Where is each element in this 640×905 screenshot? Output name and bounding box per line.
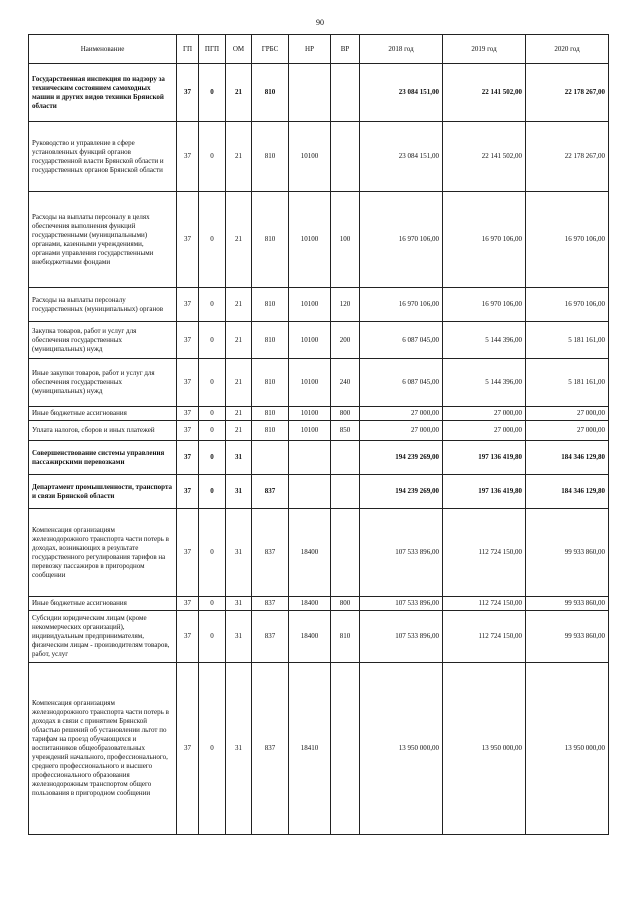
cell-om: 31 bbox=[226, 663, 252, 835]
cell-2018: 107 533 896,00 bbox=[360, 597, 443, 611]
cell-om: 21 bbox=[226, 359, 252, 407]
cell-2020: 99 933 860,00 bbox=[526, 509, 609, 597]
cell-2018: 107 533 896,00 bbox=[360, 611, 443, 663]
cell-2019: 22 141 502,00 bbox=[443, 64, 526, 122]
cell-gp: 37 bbox=[177, 611, 199, 663]
cell-pgp: 0 bbox=[199, 509, 226, 597]
cell-2018: 23 084 151,00 bbox=[360, 64, 443, 122]
cell-gp: 37 bbox=[177, 359, 199, 407]
cell-2020: 22 178 267,00 bbox=[526, 122, 609, 192]
cell-gp: 37 bbox=[177, 509, 199, 597]
col-header-grbs: ГРБС bbox=[252, 35, 289, 64]
cell-vr bbox=[331, 475, 360, 509]
cell-2018: 27 000,00 bbox=[360, 421, 443, 441]
cell-name: Компенсация организациям железнодорожного транспорта части потерь в доходах, возникающих в результате государственного регулирования тарифов на перевозку пассажиров в пригородном сообщении bbox=[29, 509, 177, 597]
table-row bbox=[29, 407, 609, 421]
cell-om: 21 bbox=[226, 192, 252, 288]
cell-nr: 10100 bbox=[289, 288, 331, 322]
budget-table bbox=[28, 34, 609, 835]
cell-vr bbox=[331, 663, 360, 835]
cell-om: 31 bbox=[226, 611, 252, 663]
cell-grbs: 837 bbox=[252, 663, 289, 835]
table-row bbox=[29, 509, 609, 597]
cell-om: 31 bbox=[226, 509, 252, 597]
table-row bbox=[29, 611, 609, 663]
cell-name: Закупка товаров, работ и услуг для обеспечения государственных (муниципальных) нужд bbox=[29, 322, 177, 359]
cell-name: Компенсация организациям железнодорожного транспорта части потерь в доходах в связи с принятием Брянской областью решений об установлении льгот по тарифам на проезд обучающихся и воспитанников общеобразовательных учреждений начального, профессионального, среднего профессионального и высшего профессионального образования железнодорожным транспортом общего пользования в пригородном сообщении bbox=[29, 663, 177, 835]
cell-2018: 16 970 106,00 bbox=[360, 192, 443, 288]
cell-2018: 27 000,00 bbox=[360, 407, 443, 421]
table-row bbox=[29, 122, 609, 192]
cell-2019: 5 144 396,00 bbox=[443, 359, 526, 407]
cell-name: Субсидии юридическим лицам (кроме некоммерческих организаций), индивидуальным предпринимателям, физическим лицам - производителям товаров, работ, услуг bbox=[29, 611, 177, 663]
cell-pgp: 0 bbox=[199, 359, 226, 407]
cell-2019: 13 950 000,00 bbox=[443, 663, 526, 835]
col-header-vr: ВР bbox=[331, 35, 360, 64]
table-row bbox=[29, 288, 609, 322]
cell-om: 31 bbox=[226, 597, 252, 611]
cell-grbs: 810 bbox=[252, 122, 289, 192]
cell-nr bbox=[289, 64, 331, 122]
cell-nr: 10100 bbox=[289, 421, 331, 441]
cell-2020: 184 346 129,80 bbox=[526, 475, 609, 509]
table-row bbox=[29, 421, 609, 441]
cell-om: 31 bbox=[226, 475, 252, 509]
cell-vr: 240 bbox=[331, 359, 360, 407]
cell-2020: 27 000,00 bbox=[526, 407, 609, 421]
cell-pgp: 0 bbox=[199, 407, 226, 421]
table-row bbox=[29, 663, 609, 835]
cell-nr: 10100 bbox=[289, 192, 331, 288]
cell-name: Расходы на выплаты персоналу в целях обеспечения выполнения функций государственными (муниципальными) органами, казенными учреждениями, органами управления государственными внебюджетными фондами bbox=[29, 192, 177, 288]
cell-gp: 37 bbox=[177, 475, 199, 509]
page-number: 90 bbox=[316, 18, 324, 27]
header-row bbox=[29, 35, 609, 64]
cell-2019: 112 724 150,00 bbox=[443, 611, 526, 663]
cell-pgp: 0 bbox=[199, 611, 226, 663]
cell-gp: 37 bbox=[177, 407, 199, 421]
cell-2019: 27 000,00 bbox=[443, 407, 526, 421]
cell-2020: 99 933 860,00 bbox=[526, 597, 609, 611]
cell-2018: 23 084 151,00 bbox=[360, 122, 443, 192]
cell-nr: 18400 bbox=[289, 611, 331, 663]
cell-pgp: 0 bbox=[199, 122, 226, 192]
cell-grbs: 837 bbox=[252, 509, 289, 597]
cell-2019: 5 144 396,00 bbox=[443, 322, 526, 359]
cell-vr: 810 bbox=[331, 611, 360, 663]
cell-2018: 194 239 269,00 bbox=[360, 441, 443, 475]
table-row bbox=[29, 64, 609, 122]
cell-2019: 197 136 419,80 bbox=[443, 441, 526, 475]
cell-pgp: 0 bbox=[199, 288, 226, 322]
cell-name: Иные бюджетные ассигнования bbox=[29, 407, 177, 421]
cell-grbs: 810 bbox=[252, 64, 289, 122]
table-row bbox=[29, 359, 609, 407]
cell-2019: 112 724 150,00 bbox=[443, 597, 526, 611]
cell-2020: 16 970 106,00 bbox=[526, 192, 609, 288]
cell-vr bbox=[331, 441, 360, 475]
cell-om: 31 bbox=[226, 441, 252, 475]
cell-2018: 16 970 106,00 bbox=[360, 288, 443, 322]
cell-2019: 112 724 150,00 bbox=[443, 509, 526, 597]
cell-grbs: 810 bbox=[252, 359, 289, 407]
col-header-pgp: ПГП bbox=[199, 35, 226, 64]
cell-pgp: 0 bbox=[199, 421, 226, 441]
cell-gp: 37 bbox=[177, 288, 199, 322]
cell-nr: 18400 bbox=[289, 597, 331, 611]
cell-2019: 16 970 106,00 bbox=[443, 192, 526, 288]
cell-gp: 37 bbox=[177, 322, 199, 359]
col-header-name: Наименование bbox=[29, 35, 177, 64]
cell-vr: 800 bbox=[331, 597, 360, 611]
cell-nr bbox=[289, 441, 331, 475]
cell-name: Уплата налогов, сборов и иных платежей bbox=[29, 421, 177, 441]
cell-grbs: 810 bbox=[252, 288, 289, 322]
cell-om: 21 bbox=[226, 407, 252, 421]
cell-name: Департамент промышленности, транспорта и связи Брянской области bbox=[29, 475, 177, 509]
cell-vr bbox=[331, 64, 360, 122]
col-header-gp: ГП bbox=[177, 35, 199, 64]
cell-2019: 197 136 419,80 bbox=[443, 475, 526, 509]
table-row bbox=[29, 192, 609, 288]
cell-2018: 6 087 045,00 bbox=[360, 322, 443, 359]
cell-2020: 22 178 267,00 bbox=[526, 64, 609, 122]
cell-nr: 10100 bbox=[289, 407, 331, 421]
cell-vr: 100 bbox=[331, 192, 360, 288]
cell-nr: 18410 bbox=[289, 663, 331, 835]
cell-pgp: 0 bbox=[199, 597, 226, 611]
col-header-2019: 2019 год bbox=[443, 35, 526, 64]
cell-2020: 16 970 106,00 bbox=[526, 288, 609, 322]
cell-2018: 13 950 000,00 bbox=[360, 663, 443, 835]
cell-grbs: 810 bbox=[252, 421, 289, 441]
cell-pgp: 0 bbox=[199, 64, 226, 122]
cell-name: Расходы на выплаты персоналу государственных (муниципальных) органов bbox=[29, 288, 177, 322]
cell-2018: 107 533 896,00 bbox=[360, 509, 443, 597]
cell-name: Руководство и управление в сфере установленных функций органов государственной власти Брянской области и государственных органов Брянской области bbox=[29, 122, 177, 192]
cell-om: 21 bbox=[226, 64, 252, 122]
cell-name: Иные бюджетные ассигнования bbox=[29, 597, 177, 611]
cell-nr bbox=[289, 475, 331, 509]
cell-2020: 13 950 000,00 bbox=[526, 663, 609, 835]
cell-nr: 10100 bbox=[289, 122, 331, 192]
col-header-om: ОМ bbox=[226, 35, 252, 64]
table-row bbox=[29, 475, 609, 509]
cell-grbs: 810 bbox=[252, 407, 289, 421]
cell-vr: 200 bbox=[331, 322, 360, 359]
cell-grbs: 837 bbox=[252, 597, 289, 611]
cell-vr: 120 bbox=[331, 288, 360, 322]
cell-grbs bbox=[252, 441, 289, 475]
cell-name: Иные закупки товаров, работ и услуг для обеспечения государственных (муниципальных) нужд bbox=[29, 359, 177, 407]
cell-gp: 37 bbox=[177, 122, 199, 192]
cell-2018: 194 239 269,00 bbox=[360, 475, 443, 509]
table-row bbox=[29, 597, 609, 611]
cell-vr: 850 bbox=[331, 421, 360, 441]
cell-2020: 27 000,00 bbox=[526, 421, 609, 441]
cell-2020: 99 933 860,00 bbox=[526, 611, 609, 663]
cell-pgp: 0 bbox=[199, 192, 226, 288]
cell-2020: 5 181 161,00 bbox=[526, 359, 609, 407]
cell-gp: 37 bbox=[177, 192, 199, 288]
cell-2020: 5 181 161,00 bbox=[526, 322, 609, 359]
col-header-2020: 2020 год bbox=[526, 35, 609, 64]
cell-pgp: 0 bbox=[199, 475, 226, 509]
cell-name: Совершенствование системы управления пассажирскими перевозками bbox=[29, 441, 177, 475]
cell-2019: 27 000,00 bbox=[443, 421, 526, 441]
cell-2019: 22 141 502,00 bbox=[443, 122, 526, 192]
cell-om: 21 bbox=[226, 122, 252, 192]
cell-grbs: 837 bbox=[252, 611, 289, 663]
cell-gp: 37 bbox=[177, 421, 199, 441]
cell-pgp: 0 bbox=[199, 663, 226, 835]
cell-name: Государственная инспекция по надзору за техническим состоянием самоходных машин и других видов техники Брянской области bbox=[29, 64, 177, 122]
cell-pgp: 0 bbox=[199, 322, 226, 359]
cell-nr: 10100 bbox=[289, 359, 331, 407]
cell-gp: 37 bbox=[177, 663, 199, 835]
cell-2019: 16 970 106,00 bbox=[443, 288, 526, 322]
cell-2020: 184 346 129,80 bbox=[526, 441, 609, 475]
cell-nr: 10100 bbox=[289, 322, 331, 359]
cell-om: 21 bbox=[226, 288, 252, 322]
col-header-nr: НР bbox=[289, 35, 331, 64]
cell-om: 21 bbox=[226, 421, 252, 441]
cell-grbs: 810 bbox=[252, 322, 289, 359]
cell-gp: 37 bbox=[177, 597, 199, 611]
cell-vr: 800 bbox=[331, 407, 360, 421]
cell-2018: 6 087 045,00 bbox=[360, 359, 443, 407]
cell-vr bbox=[331, 122, 360, 192]
cell-grbs: 810 bbox=[252, 192, 289, 288]
cell-om: 21 bbox=[226, 322, 252, 359]
cell-gp: 37 bbox=[177, 441, 199, 475]
cell-nr: 18400 bbox=[289, 509, 331, 597]
table-row bbox=[29, 322, 609, 359]
cell-gp: 37 bbox=[177, 64, 199, 122]
cell-vr bbox=[331, 509, 360, 597]
col-header-2018: 2018 год bbox=[360, 35, 443, 64]
cell-pgp: 0 bbox=[199, 441, 226, 475]
table-row bbox=[29, 441, 609, 475]
cell-grbs: 837 bbox=[252, 475, 289, 509]
